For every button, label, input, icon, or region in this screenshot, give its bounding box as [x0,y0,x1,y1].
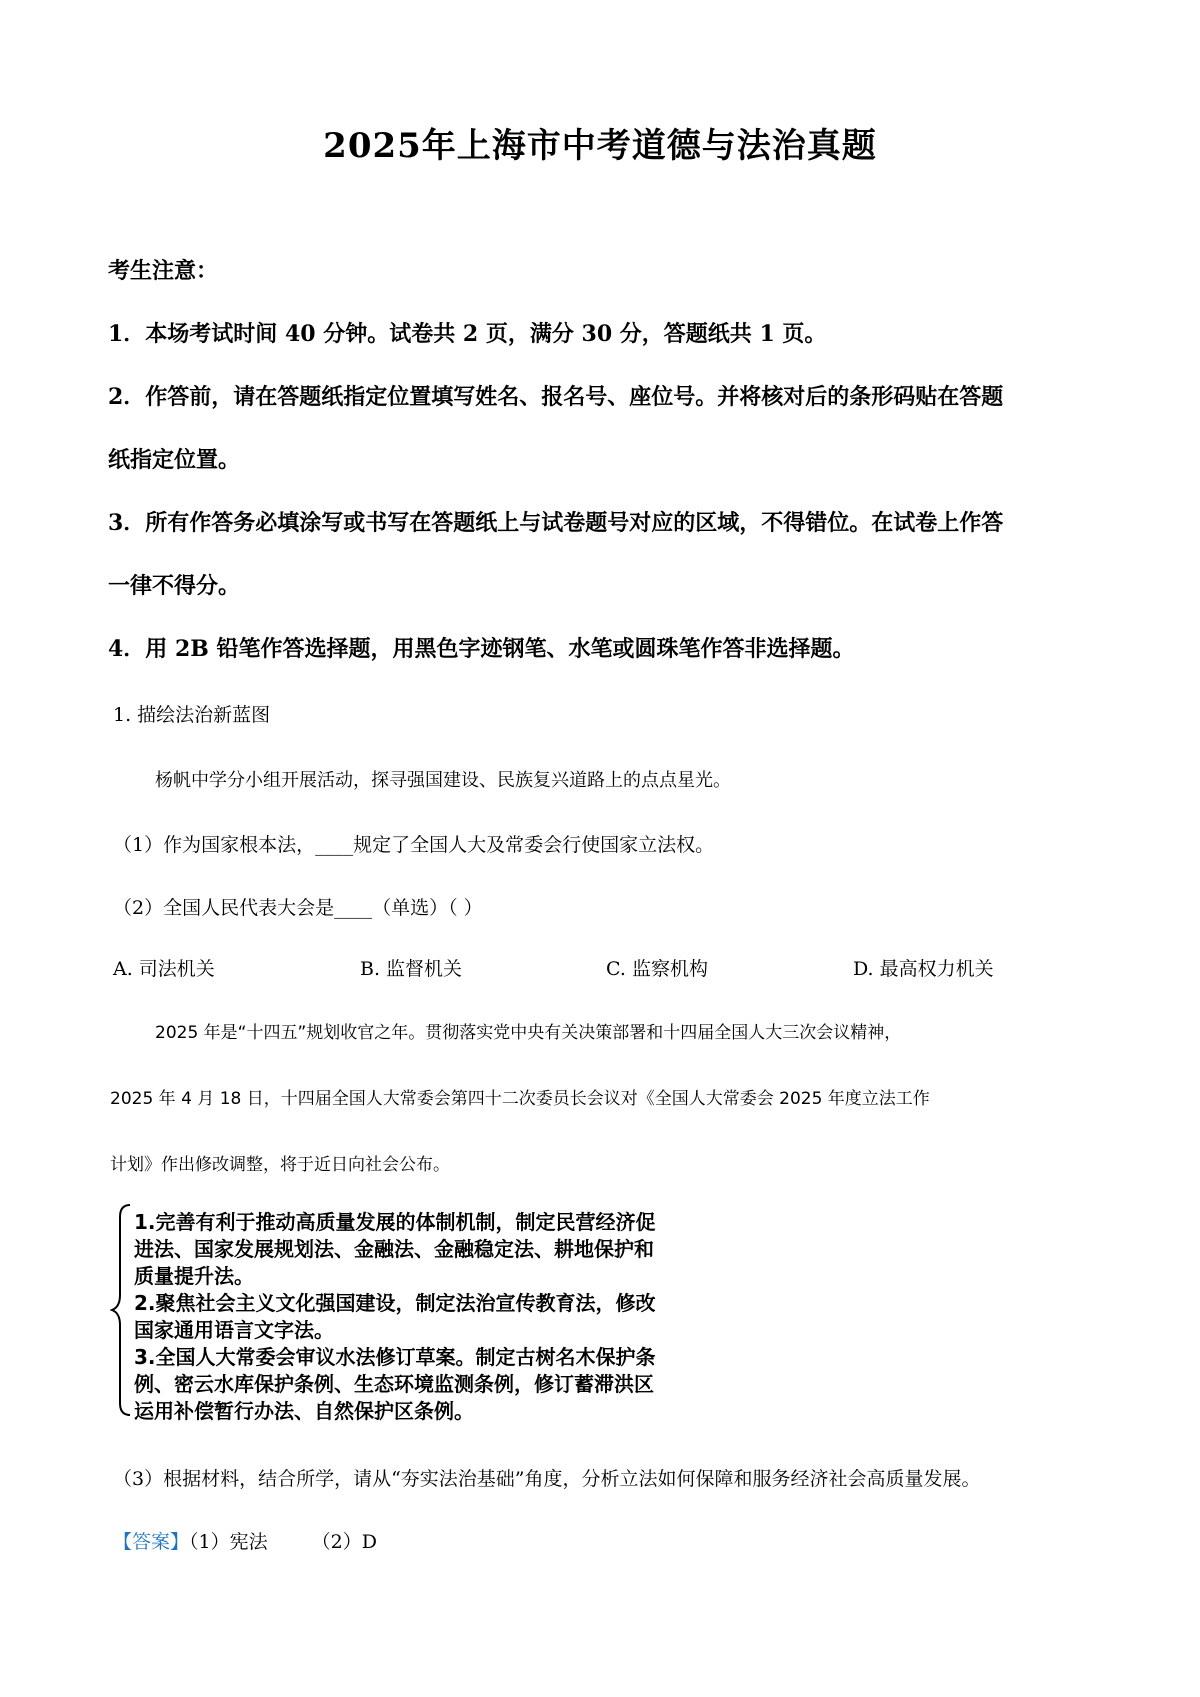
question-heading: 1. 描绘法治新蓝图 [113,704,271,726]
notice-item-2: 2．作答前，请在答题纸指定位置填写姓名、报名号、座位号。并将核对后的条形码贴在答题 [108,384,1004,410]
answer-line [113,1527,377,1554]
box-line-1: 1.完善有利于推动高质量发展的体制机制，制定民营经济促 [134,1210,656,1234]
box-line-3: 质量提升法。 [134,1264,254,1288]
material-line-3: 计划》作出修改调整，将于近日向社会公布。 [110,1155,450,1175]
box-line-4: 2.聚焦社会主义文化强国建设，制定法治宣传教育法，修改 [134,1291,656,1315]
option-d: D. 最高权力机关 [853,958,994,980]
option-a: A. 司法机关 [113,958,215,980]
box-line-7: 例、密云水库保护条例、生态环境监测条例，修订蓄滞洪区 [134,1372,654,1396]
notice-item-2-cont: 纸指定位置。 [108,447,241,473]
notice-item-1: 1．本场考试时间 40 分钟。试卷共 2 页，满分 30 分，答题纸共 1 页。 [108,321,827,347]
notice-item-3-cont: 一律不得分。 [108,573,241,599]
page-title: 2025年上海市中考道德与法治真题 [323,126,877,166]
notice-item-4: 4．用 2B 铅笔作答选择题，用黑色字迹钢笔、水笔或圆珠笔作答非选择题。 [108,636,855,662]
material-line-2: 2025 年 4 月 18 日，十四届全国人大常委会第四十二次委员长会议对《全国人大常委会 2025 年度立法工作 [110,1089,930,1109]
question-intro: 杨帆中学分小组开展活动，探寻强国建设、民族复兴道路上的点点星光。 [155,770,731,791]
box-line-6: 3.全国人大常委会审议水法修订草案。制定古树名木保护条 [134,1345,656,1369]
option-b: B. 监督机关 [360,958,463,980]
box-line-8: 运用补偿暂行办法、自然保护区条例。 [134,1399,474,1423]
notice-heading: 考生注意： [108,258,219,284]
answer-part-1: （1）宪法 [189,1531,268,1553]
answer-part-2: （2）D [311,1531,377,1553]
box-line-2: 进法、国家发展规划法、金融法、金融稳定法、耕地保护和 [134,1237,654,1261]
notice-item-3: 3．所有作答务必填涂写或书写在答题纸上与试卷题号对应的区域，不得错位。在试卷上作答 [108,510,1004,536]
box-line-5: 国家通用语言文字法。 [134,1318,334,1342]
sub-question-3: （3）根据材料，结合所学，请从“夯实法治基础”角度，分析立法如何保障和服务经济社会高质量发展。 [113,1468,981,1490]
left-brace-icon [110,1203,134,1417]
material-line-1: 2025 年是“十四五”规划收官之年。贯彻落实党中央有关决策部署和十四届全国人大三次会议精神， [155,1023,902,1043]
sub-question-1: （1）作为国家根本法，____规定了全国人大及常委会行使国家立法权。 [113,834,715,856]
sub-question-2: （2）全国人民代表大会是____（单选）（ ） [113,897,483,919]
answer-tag: 【答案】 [113,1531,190,1553]
option-c: C. 监察机构 [606,958,708,980]
